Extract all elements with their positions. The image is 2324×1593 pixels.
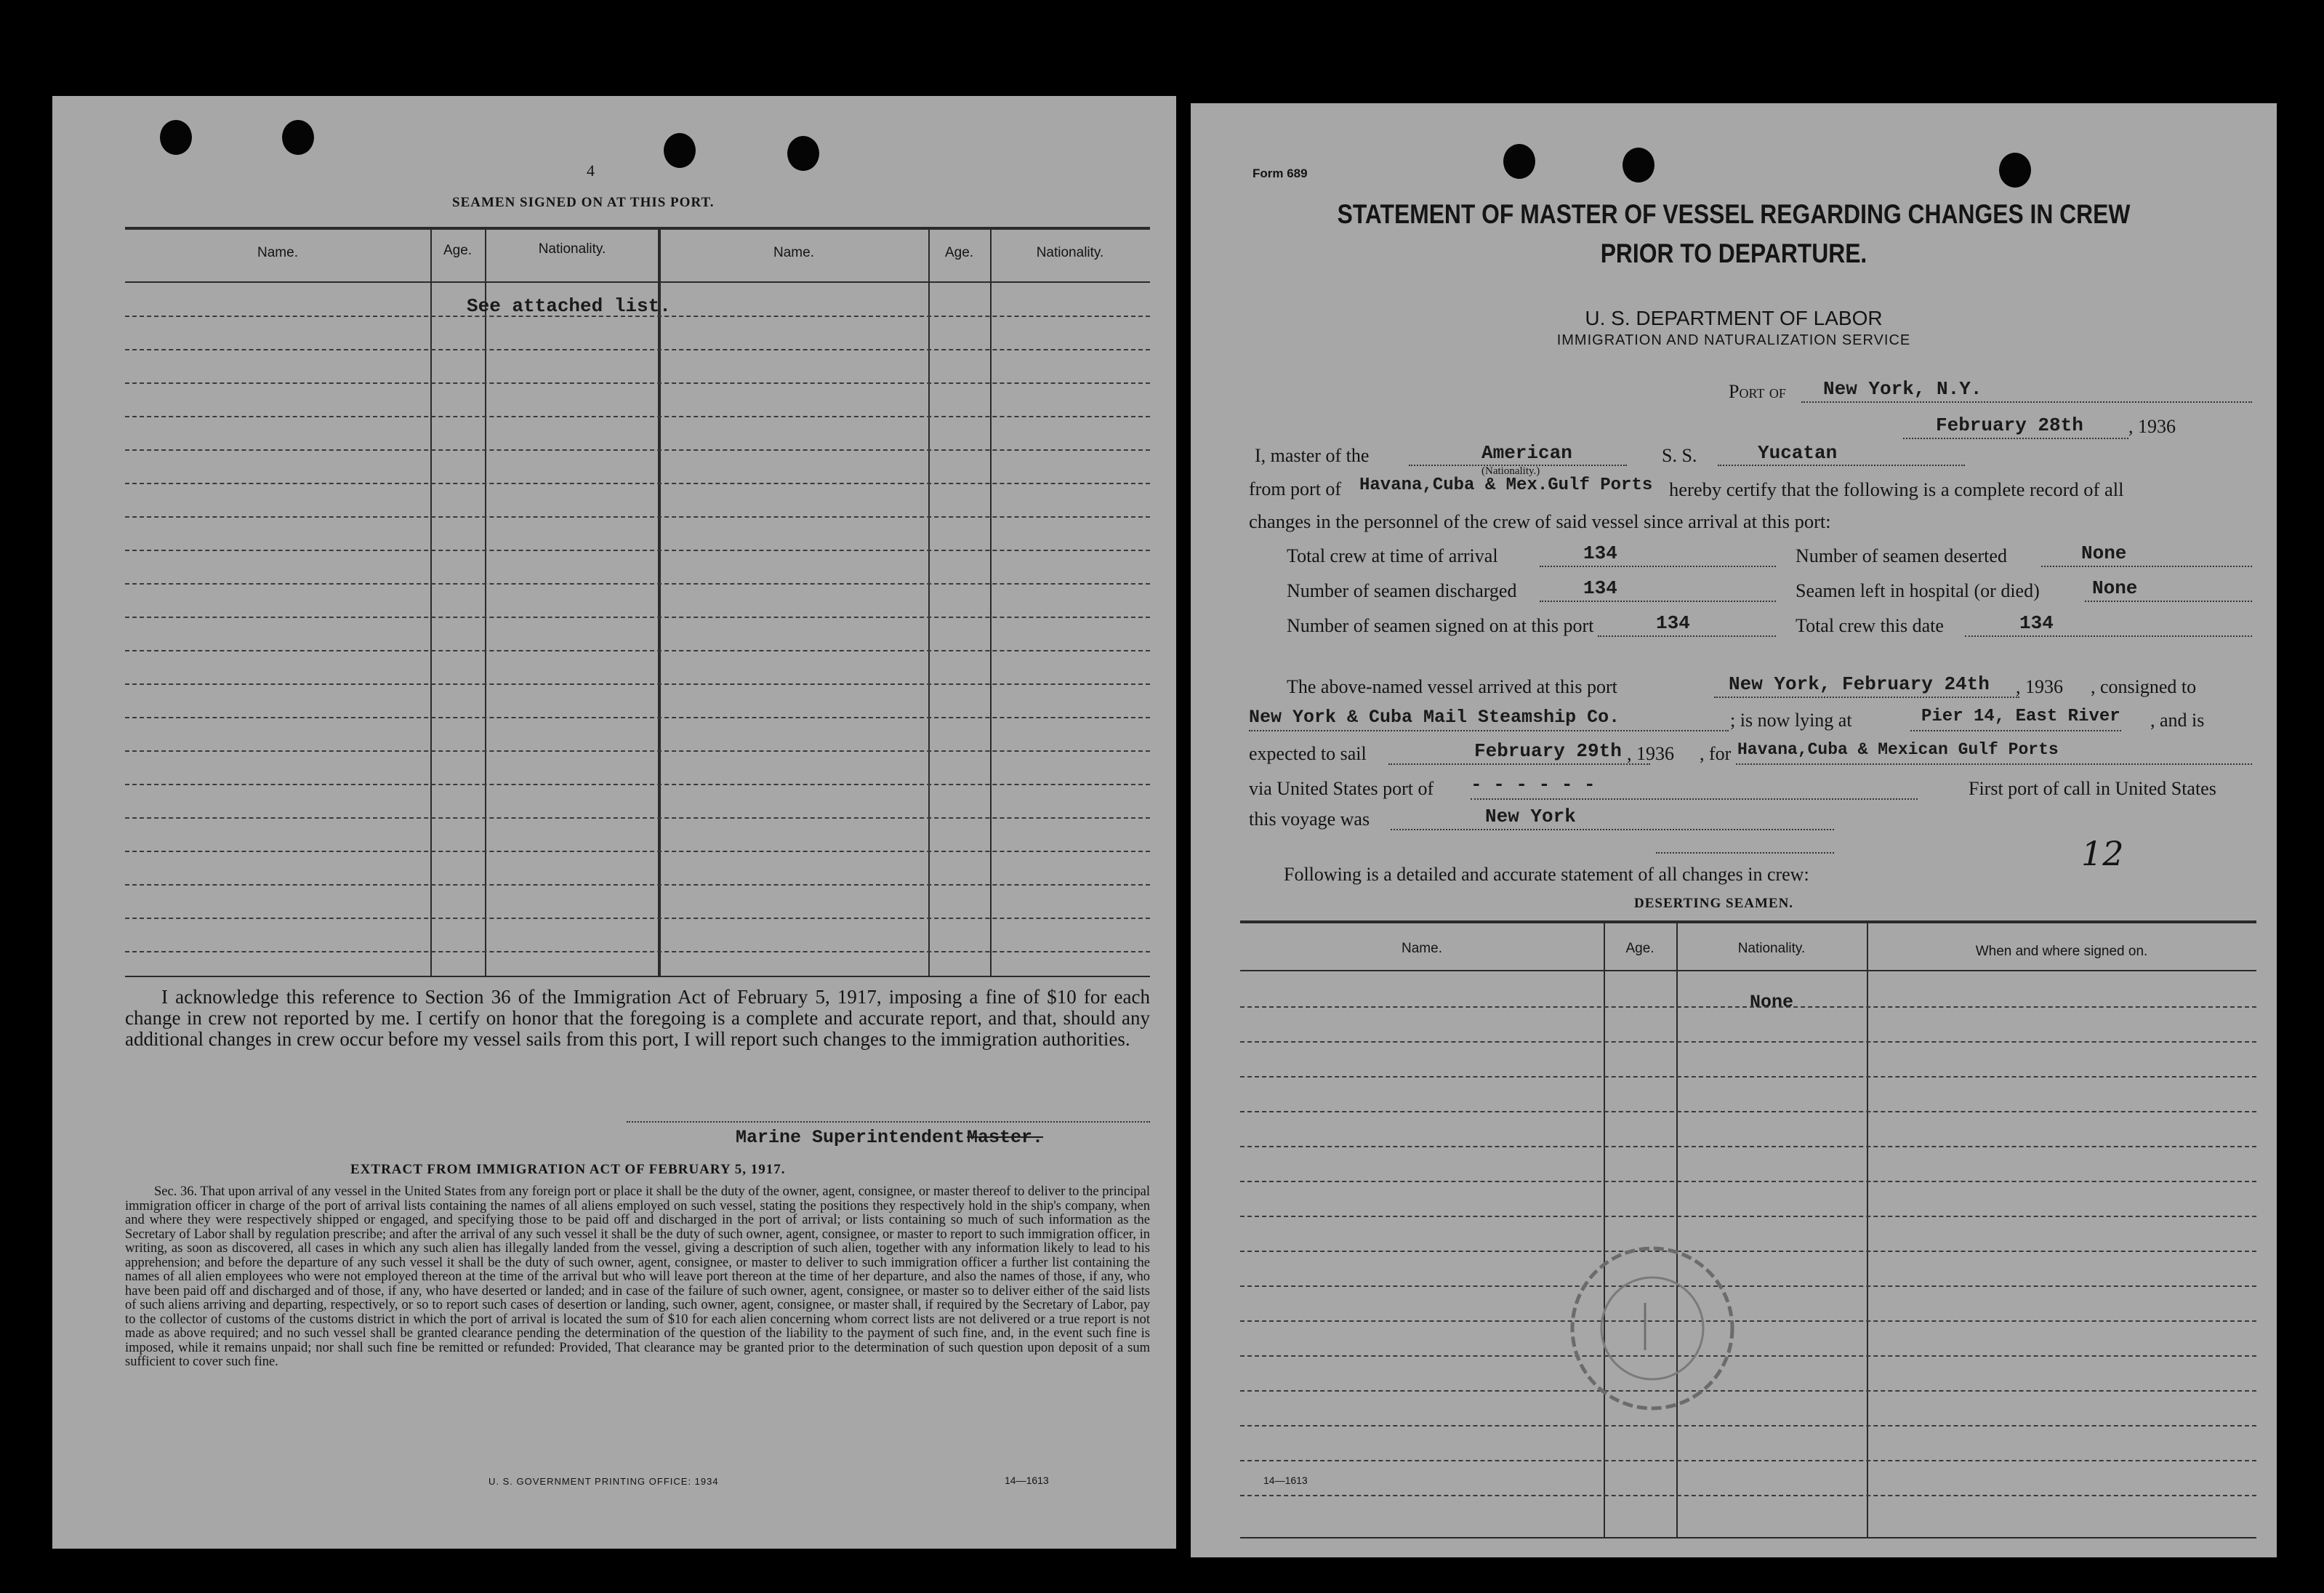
deserting-table-top	[1240, 920, 2256, 923]
table-bottom-rule	[125, 976, 1150, 977]
master-prefix: I, master of the	[1255, 445, 1370, 466]
right-page	[1191, 103, 2277, 1557]
stamp-seal	[1558, 1234, 1747, 1423]
date-value: February 28th	[1936, 414, 2083, 436]
consignee: New York & Cuba Mail Steamship Co.	[1249, 707, 1620, 728]
extract-title: EXTRACT FROM IMMIGRATION ACT OF FEBRUARY 5, 1917.	[350, 1162, 786, 1177]
deserting-header-rule	[1240, 970, 2256, 971]
total-crew-date: 134	[2019, 612, 2054, 634]
total-crew-arrival: 134	[1583, 542, 1617, 564]
form-code-right: 14—1613	[1263, 1474, 1308, 1486]
printer-line: U. S. GOVERNMENT PRINTING OFFICE: 1934	[488, 1476, 719, 1487]
certify-text-2: changes in the personnel of the crew of said vessel since arrival at this port:	[1249, 510, 1831, 532]
col-divider	[928, 228, 930, 977]
port-value: New York, N.Y.	[1823, 378, 1982, 400]
col-divider	[1604, 923, 1605, 1538]
deserting-title: DESERTING SEAMEN.	[1634, 896, 1794, 911]
col-divider	[990, 228, 992, 977]
arrival-value: New York, February 24th	[1729, 673, 1990, 695]
section-title: SEAMEN SIGNED ON AT THIS PORT.	[452, 195, 715, 210]
acknowledgment-text: I acknowledge this reference to Section 36 of the Immigration Act of February 5, 1917, imposing a fine of $10 for each change in crew not reported by me. I certify on honor that the foregoing is a complete and accurate report, and that, should any additional changes in crew occur before my vessel sails from this port, I will report such changes to the immigration authorities.	[125, 986, 1150, 1050]
voyage-value: New York	[1485, 806, 1576, 827]
form-title-line1: STATEMENT OF MASTER OF VESSEL REGARDING CHANGES IN CREW	[1337, 199, 2131, 229]
punch-hole	[1623, 148, 1654, 182]
discharged-value: 134	[1583, 577, 1617, 599]
col-divider	[430, 228, 432, 977]
discharged-label: Number of seamen discharged	[1287, 580, 1517, 601]
sail-date: February 29th	[1474, 740, 1622, 762]
left-page	[52, 96, 1176, 1549]
punch-hole	[1999, 153, 2031, 188]
date-year: , 1936	[2128, 416, 2176, 437]
following-text: Following is a detailed and accurate statement of all changes in crew:	[1284, 864, 1809, 885]
nationality-value: American	[1481, 442, 1572, 464]
total-crew-date-label: Total crew this date	[1796, 615, 1944, 636]
page-number: 4	[587, 161, 595, 180]
col-header-age-1: Age.	[443, 243, 473, 258]
header-rule	[125, 281, 1150, 283]
punch-hole	[787, 136, 819, 171]
punch-hole	[664, 133, 696, 168]
lying-text: ; is now lying at	[1730, 710, 1852, 731]
col-header-name-2: Name.	[773, 245, 814, 260]
consigned-to: , consigned to	[2091, 676, 2197, 697]
deserting-col-when-where: When and where signed on.	[1975, 944, 2148, 959]
hospital-value: None	[2092, 577, 2138, 599]
handwritten-number: 12	[2081, 834, 2124, 873]
service: IMMIGRATION AND NATURALIZATION SERVICE	[1556, 332, 1911, 348]
deserting-col-age: Age.	[1625, 941, 1654, 956]
hospital-label: Seamen left in hospital (or died)	[1796, 580, 2040, 601]
first-port-label: First port of call in United States	[1969, 778, 2216, 799]
arrival-text: The above-named vessel arrived at this port	[1287, 676, 1617, 697]
col-header-name-1: Name.	[257, 245, 298, 260]
col-divider	[1867, 923, 1868, 1538]
table-top-rule	[125, 227, 1150, 230]
certify-text: hereby certify that the following is a complete record of all	[1669, 478, 2124, 500]
signed-on-label: Number of seamen signed on at this port	[1287, 615, 1594, 636]
form-title-line2: PRIOR TO DEPARTURE.	[1600, 238, 1867, 268]
expected-label: expected to sail	[1249, 743, 1367, 764]
lying-value: Pier 14, East River	[1921, 707, 2120, 726]
via-label: via United States port of	[1249, 778, 1434, 799]
from-port-value: Havana,Cuba & Mex.Gulf Ports	[1359, 476, 1653, 495]
see-attached-list: See attached list.	[467, 295, 671, 317]
punch-hole	[1503, 144, 1535, 179]
via-value: - - - - - -	[1471, 774, 1596, 795]
punch-hole	[160, 120, 192, 155]
total-crew-arrival-label: Total crew at time of arrival	[1287, 545, 1498, 566]
punch-hole	[282, 120, 314, 155]
department: U. S. DEPARTMENT OF LABOR	[1585, 307, 1883, 329]
signature-title: Marine Superintendent	[736, 1127, 965, 1148]
voyage-label: this voyage was	[1249, 808, 1370, 830]
struck-word: Master.	[967, 1127, 1044, 1148]
arrival-year: , 1936	[2016, 676, 2063, 697]
deserting-table-bottom	[1240, 1537, 2256, 1538]
extract-text: Sec. 36. That upon arrival of any vessel in the United States from any foreign port or place it shall be the duty of the owner, agent, consignee, or master thereof to deliver to the principal immigration officer in charge of the port of arrival lists containing the names of all aliens employed on such vessel, stating the positions they respectively hold in the ship's company, when and where they were respectively shipped or engaged, and specifying those to be paid off and discharged in the port of arrival; or lists containing so much of such information as the Secretary of Labor shall by regulation prescribe; and after the arrival of any such vessel it shall be the duty of such owner, agent, consignee, or master to report to such immigration officer, in writing, as soon as discovered, all cases in which any such alien has illegally landed from the vessel, giving a description of such alien, together with any information likely to lead to his apprehension; and before the departure of any such vessel it shall be the duty of such owner, agent, consignee, or master to deliver to such immigration officer a further list containing the names of all alien employees who were not employed thereon at the time of the arrival but who will leave port thereon at the time of her departure, and also the names of those, if any, who have been paid off and discharged and of those, if any, who have deserted or landed; and in case of the failure of such owner, agent, consignee, or master so to deliver either of the said lists of such aliens arriving and departing, respectively, or so to report such cases of desertion or landing, such owner, agent, consignee, or master shall, if required by the Secretary of Labor, pay to the collector of customs of the customs district in which the port of arrival is located the sum of $10 for each alien concerning whom correct lists are not delivered or a true report is not made as above required; and no such vessel shall be granted clearance pending the determination of the question of the liability to the payment of such fine, and, in the event such fine is imposed, while it remains unpaid; nor shall such fine be remitted or refunded: Provided, That clearance may be granted prior to the determination of such question upon deposit of a sum sufficient to cover such fine.	[125, 1184, 1150, 1369]
col-divider	[658, 228, 661, 977]
from-port-label: from port of	[1249, 478, 1342, 499]
and-is: , and is	[2150, 710, 2205, 731]
sail-year: , 1936	[1627, 743, 1674, 764]
deserting-col-nationality: Nationality.	[1737, 941, 1806, 956]
destination: Havana,Cuba & Mexican Gulf Ports	[1737, 740, 2059, 759]
deserting-entry: None	[1749, 992, 1793, 1013]
ss-label: S. S.	[1662, 445, 1697, 466]
deserted-value: None	[2081, 542, 2127, 564]
col-divider	[485, 228, 486, 977]
vessel-name: Yucatan	[1758, 442, 1838, 464]
signed-on-value: 134	[1656, 612, 1690, 634]
col-divider	[1676, 923, 1678, 1538]
form-number: Form 689	[1253, 166, 1308, 180]
form-code: 14—1613	[1005, 1474, 1049, 1486]
for-label: , for	[1700, 743, 1732, 764]
deserting-col-name: Name.	[1402, 941, 1442, 956]
col-header-nationality-2: Nationality.	[1036, 245, 1104, 260]
col-header-nationality-1: Nationality.	[538, 241, 606, 257]
col-header-age-2: Age.	[944, 245, 974, 260]
deserted-label: Number of seamen deserted	[1796, 545, 2007, 566]
nationality-caption: (Nationality.)	[1481, 465, 1540, 477]
port-label: Port of	[1729, 381, 1786, 402]
